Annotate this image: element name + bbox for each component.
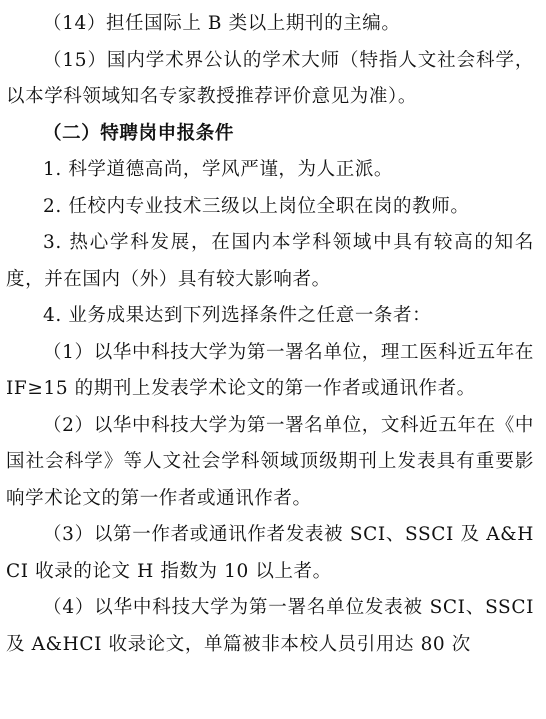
condition-2: 2. 任校内专业技术三级以上岗位全职在岗的教师。 (43, 195, 470, 217)
section-heading-special-post: （二）特聘岗申报条件 (43, 122, 235, 144)
sub-condition-3: （3）以第一作者或通讯作者发表被 SCI、SSCI 及 A&HCI 收录的论文 H 指数为 10 以上者。 (6, 524, 534, 582)
condition-3: 3. 热心学科发展，在国内本学科领域中具有较高的知名度，并在国内（外）具有较大影响者。 (6, 232, 534, 290)
item-14: （14）担任国际上 B 类以上期刊的主编。 (43, 13, 401, 34)
condition-4: 4. 业务成果达到下列选择条件之任意一条者： (43, 305, 432, 326)
item-15: （15）国内学术界公认的学术大师（特指人文社会科学，以本学科领域知名专家教授推荐评价意见为准）。 (6, 49, 534, 107)
condition-1: 1. 科学道德高尚，学风严谨，为人正派。 (43, 159, 394, 180)
sub-condition-4: （4）以华中科技大学为第一署名单位发表被 SCI、SSCI 及 A&HCI 收录论文，单篇被非本校人员引用达 80 次 (6, 597, 534, 655)
sub-condition-2: （2）以华中科技大学为第一署名单位，文科近五年在《中国社会科学》等人文社会学科领域顶级期刊上发表具有重要影响学术论文的第一作者或通讯作者。 (6, 414, 534, 509)
sub-condition-1: （1）以华中科技大学为第一署名单位，理工医科近五年在 IF≥15 的期刊上发表学术论文的第一作者或通讯作者。 (6, 341, 534, 399)
